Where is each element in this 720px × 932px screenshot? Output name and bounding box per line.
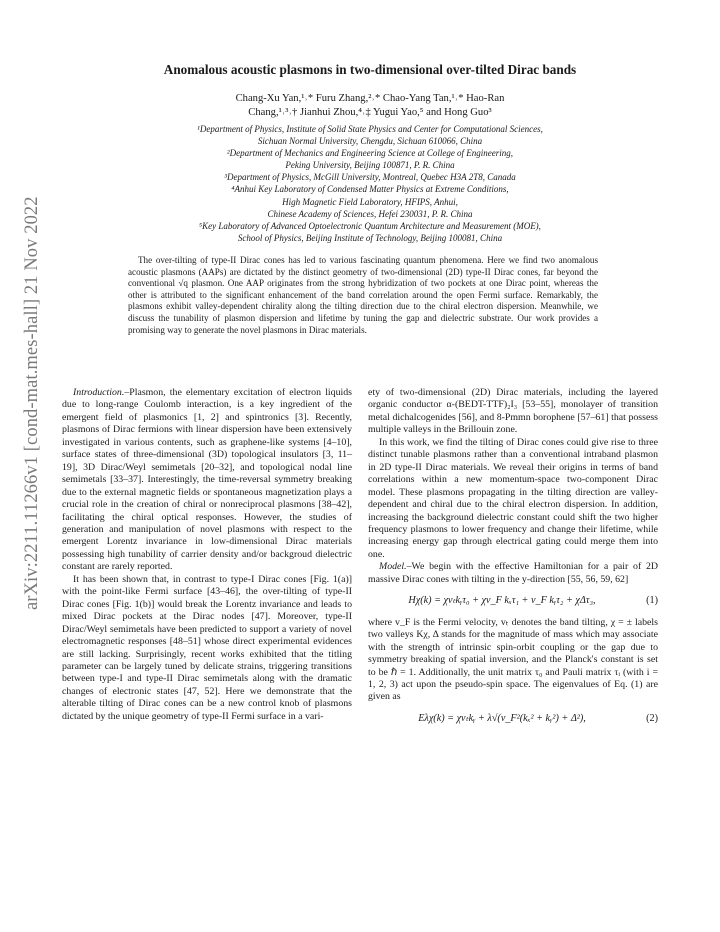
equation-number: (2) bbox=[646, 712, 658, 724]
model-paragraph bbox=[368, 561, 658, 586]
affiliation-line: ⁴Anhui Key Laboratory of Condensed Matter Physics at Extreme Conditions, bbox=[231, 184, 509, 195]
introduction-paragraph bbox=[62, 387, 352, 574]
affiliation-line: School of Physics, Beijing Institute of Technology, Beijing 100081, China bbox=[237, 232, 503, 243]
author-list bbox=[160, 92, 580, 120]
body-paragraph: In this work, we find the tilting of Dirac cones could give rise to three distinct tunable plasmons rather than a conventional intraband plasmon in 2D type-II Dirac materials. We reveal their origins in terms of band correlations within a new momentum-space two-component Dirac model. These plasmons propagating in the tilting direction are valley-dependent and chiral due to the chiral electron dispersion. In addition, increasing the background dielectric constant could shift the two higher frequency plasmons to lower frequency and change their lifetime, while increasing energy gap through electrical gating could merge them into one. bbox=[368, 436, 658, 560]
body-paragraph: where v_F is the Fermi velocity, vₜ denotes the band tilting, χ = ± labels two valleys Kχ, Δ stands for the magnitude of mass which may associate with the strength of intrinsic spin-orbit coupling or the gap due to symmetry breaking of spatial inversion, and the Planck's constant is set to be ℏ = 1. Additionally, the unit matrix τ₀ and Pauli matrix τᵢ (with i = 1, 2, 3) act upon the pseudo-spin space. The eigenvalues of Eq. (1) are given as bbox=[368, 616, 658, 703]
affiliation-line: Sichuan Normal University, Chengdu, Sichuan 610066, China bbox=[257, 136, 483, 147]
affiliations bbox=[120, 123, 620, 244]
equation-2 bbox=[368, 713, 658, 725]
paragraph-text: –Plasmon, the elementary excitation of electron liquids due to long-range Coulomb interaction, is a key ingredient of the emergent field of plasmonics [1, 2] and spintronics [3]. Recently, plasmons of Dirac fermions with linear dispersion have been extensively investigated in various contents, such as graphene-like systems [4–10], surface states of three-dimensional (3D) topological insulators [3, 11–19], 3D Dirac/Weyl semimetals [20–32], and topological nodal line semimetals [33–37]. Interestingly, the time-reversal symmetry breaking due to the external magnetic fields or spontaneous magnetization plays a crucial role in the creation of chiral or nonreciprocal plasmons [38–42], facilitating the chiral optical responses. However, the studies of generation and manipulation of novel plasmons with respect to the emergent Lorentz invariance in low-dimensional Dirac materials possessing high tunability of carrier density and/or backgroud dielectric constant are rarely reported. bbox=[62, 387, 352, 573]
paragraph-text: –We begin with the effective Hamiltonian for a pair of 2D massive Dirac cones with tilting in the y-direction [55, 56, 59, 62] bbox=[368, 561, 658, 585]
left-column bbox=[62, 387, 352, 723]
right-column bbox=[368, 387, 658, 734]
section-lead-introduction: Introduction. bbox=[73, 387, 125, 398]
affiliation-line: ³Department of Physics, McGill University, Montreal, Quebec H3A 2T8, Canada bbox=[224, 172, 516, 183]
paper-title: Anomalous acoustic plasmons in two-dimensional over-tilted Dirac bands bbox=[163, 62, 577, 77]
section-lead-model: Model. bbox=[379, 561, 407, 573]
affiliation-line: ²Department of Mechanics and Engineering Science at College of Engineering, bbox=[226, 148, 514, 159]
body-paragraph: ety of two-dimensional (2D) Dirac materials, including the layered organic conductor α-(BEDT-TTF)₂I₃ [53–55], monolayer of transition metal dichalcogenides [56], and 8-Pmmn borophene [57–61] that possess multiple valleys in the Brillouin zone. bbox=[368, 387, 658, 436]
affiliation-line: High Magnetic Field Laboratory, HFIPS, Anhui, bbox=[282, 196, 458, 207]
equation-expression: Hχ(k) = χvₜkᵧτ₀ + χv_F kₓτ₁ + v_F kᵧτ₂ + χΔτ₃, bbox=[408, 595, 596, 607]
body-paragraph: It has been shown that, in contrast to type-I Dirac cones [Fig. 1(a)] with the point-like Fermi surface [43–46], the over-tilting of type-II Dirac cones [Fig. 1(b)] would break the Lorentz invariance and leads to mixed Dirac pockets at the Dirac nodes [47]. Moreover, type-II Dirac/Weyl semimetals have been predicted to support a variety of novel electromagnetic responses [48–51] whose direct experimental evidences are still lacking. Surprisingly, recent works exhibited that the titling parameter can be largely tuned by delicate strains, triggering transitions between type-I and type-II Dirac semimetals along with the dramatic changes of electronic states [47, 52]. Here we demonstrate that the alterable tilting of Dirac cones can be a new control knob of plasmons dictated by the unique geometry of type-II Fermi surface in a vari- bbox=[62, 573, 352, 722]
equation-expression: Eλχ(k) = χvₜkᵧ + λ√(v_F²(kₓ² + kᵧ²) + Δ²), bbox=[418, 712, 586, 724]
affiliation-line: ⁵Key Laboratory of Advanced Optoelectronic Quantum Architecture and Measurement (MOE), bbox=[199, 220, 541, 231]
equation-number: (1) bbox=[646, 595, 658, 607]
affiliation-line: ¹Department of Physics, Institute of Solid State Physics and Center for Computational Sciences, bbox=[197, 124, 543, 134]
affiliation-line: Peking University, Beijing 100871, P. R. China bbox=[285, 160, 455, 171]
affiliation-line: Chinese Academy of Sciences, Hefei 230031, P. R. China bbox=[267, 208, 473, 219]
arxiv-identifier[interactable]: arXiv:2211.11266v1 [cond-mat.mes-hall] 21 Nov 2022 bbox=[22, 196, 42, 610]
authors-line-2: Chang,¹˒³˒† Jianhui Zhou,⁴˒‡ Yugui Yao,⁵ and Hong Guo³ bbox=[248, 107, 492, 118]
abstract: The over-tilting of type-II Dirac cones has led to various fascinating quantum phenomena. Here we find two anomalous acoustic plasmons (AAPs) are dictated by the distinct geometry of two-dimensional (2D) type-II Dirac cones, far beyond the conventional √q plasmon. One AAP originates from the strong hybridization of two pockets at one Dirac point, whereas the other is attributed to the significant enhancement of the band correlation around the open Fermi surface. Remarkably, the plasmons exhibit valley-dependent chirality along the tilting direction due to the chiral electron dispersion. Meanwhile, we discuss the tunability of plasmon dispersion and lifetime by tuning the gap and dielectric substrate. Our work provides a promising way to generate the novel plasmons in Dirac materials. bbox=[128, 255, 598, 335]
authors-line-1: Chang-Xu Yan,¹˒* Furu Zhang,²˒* Chao-Yang Tan,¹˒* Hao-Ran bbox=[235, 93, 505, 104]
equation-1 bbox=[368, 595, 658, 607]
